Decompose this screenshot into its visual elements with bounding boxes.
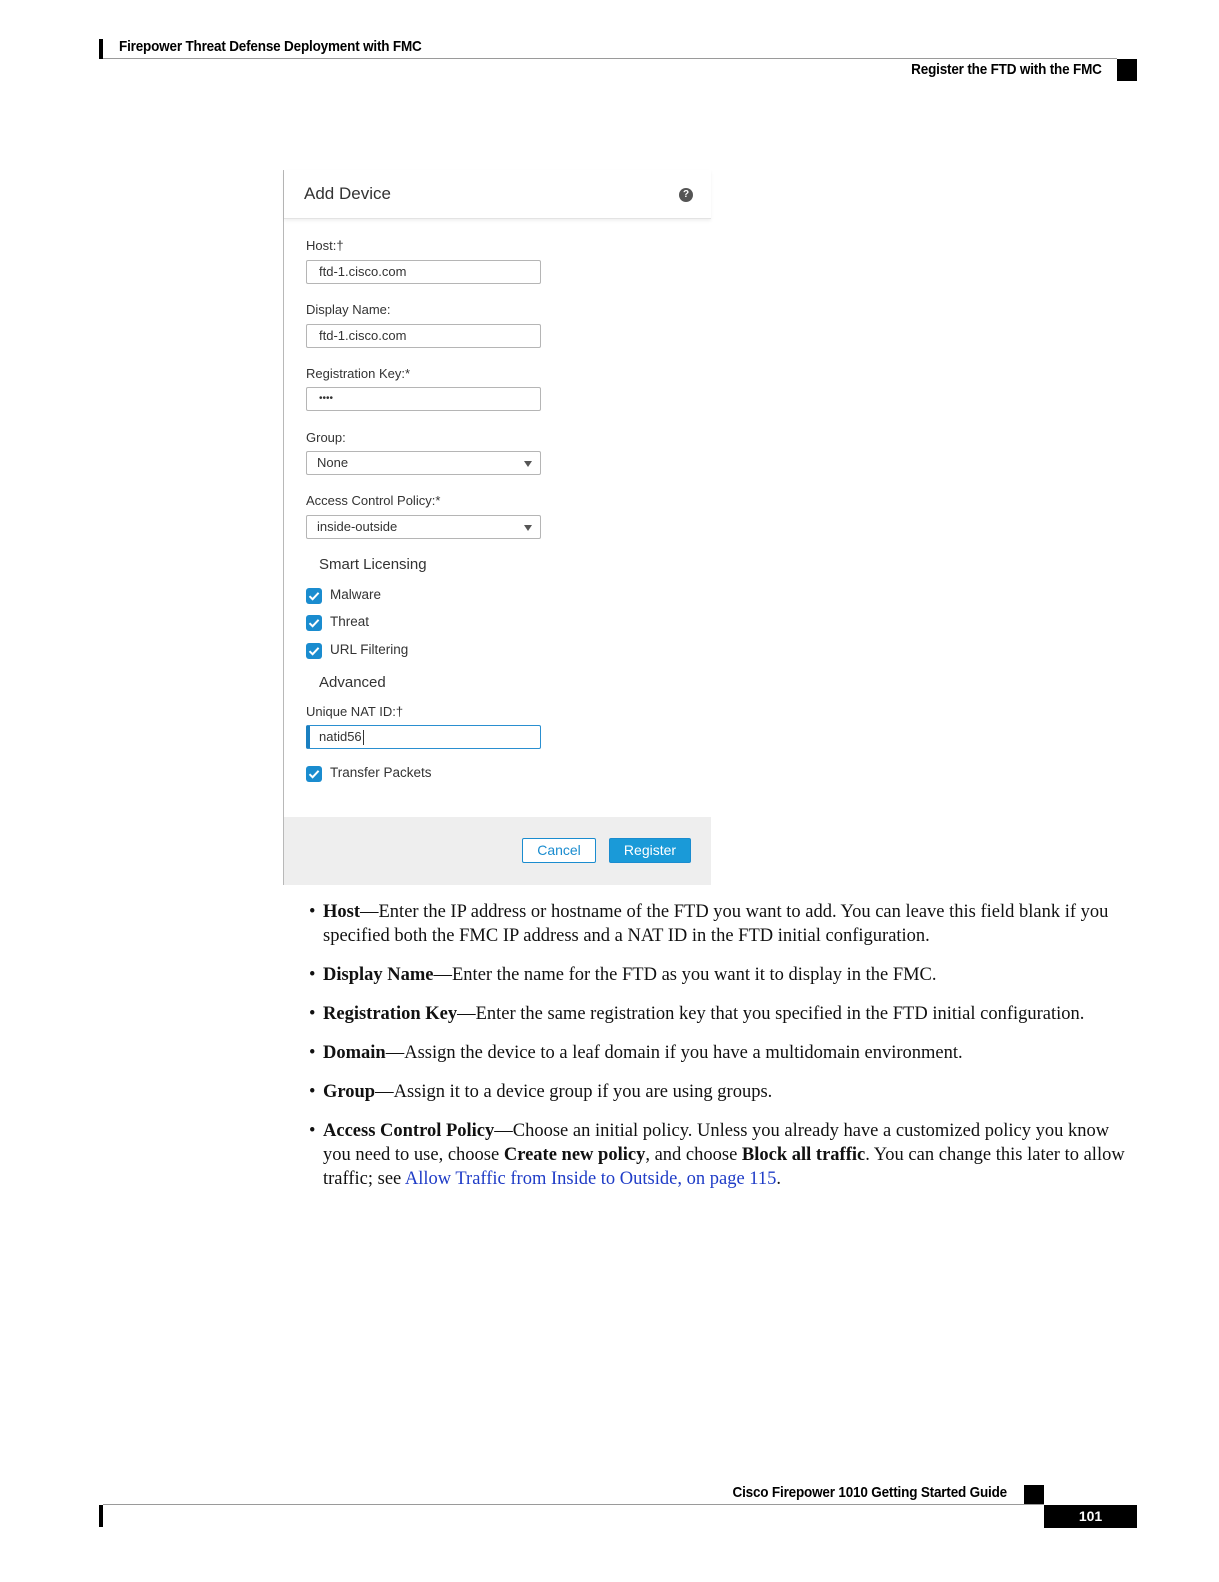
list-item — [309, 1041, 1139, 1065]
checkmark-icon — [308, 768, 320, 780]
text-cursor — [363, 730, 364, 745]
group-select-value: None — [317, 455, 349, 470]
registration-key-input[interactable]: •••• — [306, 387, 541, 411]
transfer-packets-label: Transfer Packets — [330, 765, 432, 780]
unique-nat-id-label: Unique NAT ID:† — [306, 704, 404, 719]
url-filtering-label: URL Filtering — [330, 642, 409, 657]
bullet-text: —Enter the name for the FTD as you want it to display in the FMC. — [433, 965, 937, 985]
list-item — [309, 900, 1139, 948]
header-marker — [1117, 59, 1137, 81]
checkmark-icon — [308, 590, 320, 602]
group-select[interactable] — [306, 451, 541, 475]
url-filtering-checkbox[interactable] — [306, 643, 322, 659]
cross-reference-link[interactable]: Allow Traffic from Inside to Outside, on page 115 — [404, 1169, 777, 1189]
header-rule — [103, 58, 1117, 59]
chapter-title: Firepower Threat Defense Deployment with FMC — [119, 38, 422, 55]
bullet-text: —Assign the device to a leaf domain if you have a multidomain environment. — [385, 1043, 963, 1063]
group-label: Group: — [306, 430, 346, 445]
bullet-text: —Assign it to a device group if you are using groups. — [375, 1082, 773, 1102]
unique-nat-id-input[interactable] — [306, 725, 541, 749]
checkmark-icon — [308, 617, 320, 629]
dialog-title: Add Device — [304, 184, 391, 203]
unique-nat-id-value: natid56 — [319, 729, 362, 744]
bullet-text: —Enter the IP address or hostname of the FTD you want to add. You can leave this field blank if you specified both the FMC IP address and a NAT ID in the FTD initial configuration. — [323, 902, 1109, 946]
footer-marker — [1024, 1485, 1044, 1505]
registration-key-label: Registration Key:* — [306, 366, 411, 381]
bullet-text: —Choose an initial policy. Unless you already have a customized policy you know you need to use, choose — [323, 1121, 1110, 1165]
register-button[interactable]: Register — [609, 838, 691, 863]
section-title: Register the FTD with the FMC — [911, 61, 1102, 78]
bullet-text: . — [776, 1169, 781, 1189]
list-item — [309, 1002, 1139, 1026]
page-number: 101 — [1044, 1505, 1137, 1528]
footer-rule — [103, 1504, 1044, 1505]
field-descriptions-list — [309, 900, 1139, 1206]
list-item — [309, 1119, 1139, 1191]
advanced-heading: Advanced — [319, 674, 386, 691]
smart-licensing-heading: Smart Licensing — [319, 556, 427, 573]
display-name-label: Display Name: — [306, 302, 391, 317]
list-item — [309, 1080, 1139, 1104]
malware-checkbox[interactable] — [306, 588, 322, 604]
display-name-input[interactable]: ftd-1.cisco.com — [306, 324, 541, 348]
host-input[interactable]: ftd-1.cisco.com — [306, 260, 541, 284]
bullet-text: —Enter the same registration key that you specified in the FTD initial configuration. — [457, 1004, 1085, 1024]
chevron-down-icon — [524, 525, 532, 531]
malware-label: Malware — [330, 587, 382, 602]
host-label: Host:† — [306, 238, 344, 253]
threat-checkbox[interactable] — [306, 615, 322, 631]
bullet-term: Group — [323, 1082, 376, 1102]
footer-left-bar — [99, 1505, 103, 1527]
bullet-text: , and choose — [645, 1145, 742, 1165]
dialog-footer — [284, 817, 711, 885]
transfer-packets-checkbox[interactable] — [306, 766, 322, 782]
list-item — [309, 963, 1139, 987]
access-control-policy-value: inside-outside — [317, 519, 398, 534]
cancel-button[interactable]: Cancel — [522, 838, 596, 863]
header-left-bar — [99, 39, 103, 59]
bullet-term: Access Control Policy — [323, 1121, 495, 1141]
checkmark-icon — [308, 645, 320, 657]
dialog-header — [284, 170, 711, 219]
bullet-bold: Block all traffic — [741, 1145, 866, 1165]
add-device-dialog — [283, 170, 711, 885]
bullet-bold: Create new policy — [503, 1145, 646, 1165]
threat-label: Threat — [330, 614, 370, 629]
access-control-policy-select[interactable] — [306, 515, 541, 539]
bullet-term: Domain — [323, 1043, 386, 1063]
bullet-term: Registration Key — [323, 1004, 458, 1024]
chevron-down-icon — [524, 461, 532, 467]
bullet-text: . You can change this later to allow traffic; see — [323, 1145, 1125, 1189]
bullet-term: Host — [323, 902, 360, 922]
access-control-policy-label: Access Control Policy:* — [306, 493, 441, 508]
guide-title: Cisco Firepower 1010 Getting Started Guide — [732, 1484, 1007, 1501]
help-icon[interactable]: ? — [679, 188, 693, 202]
bullet-term: Display Name — [323, 965, 434, 985]
